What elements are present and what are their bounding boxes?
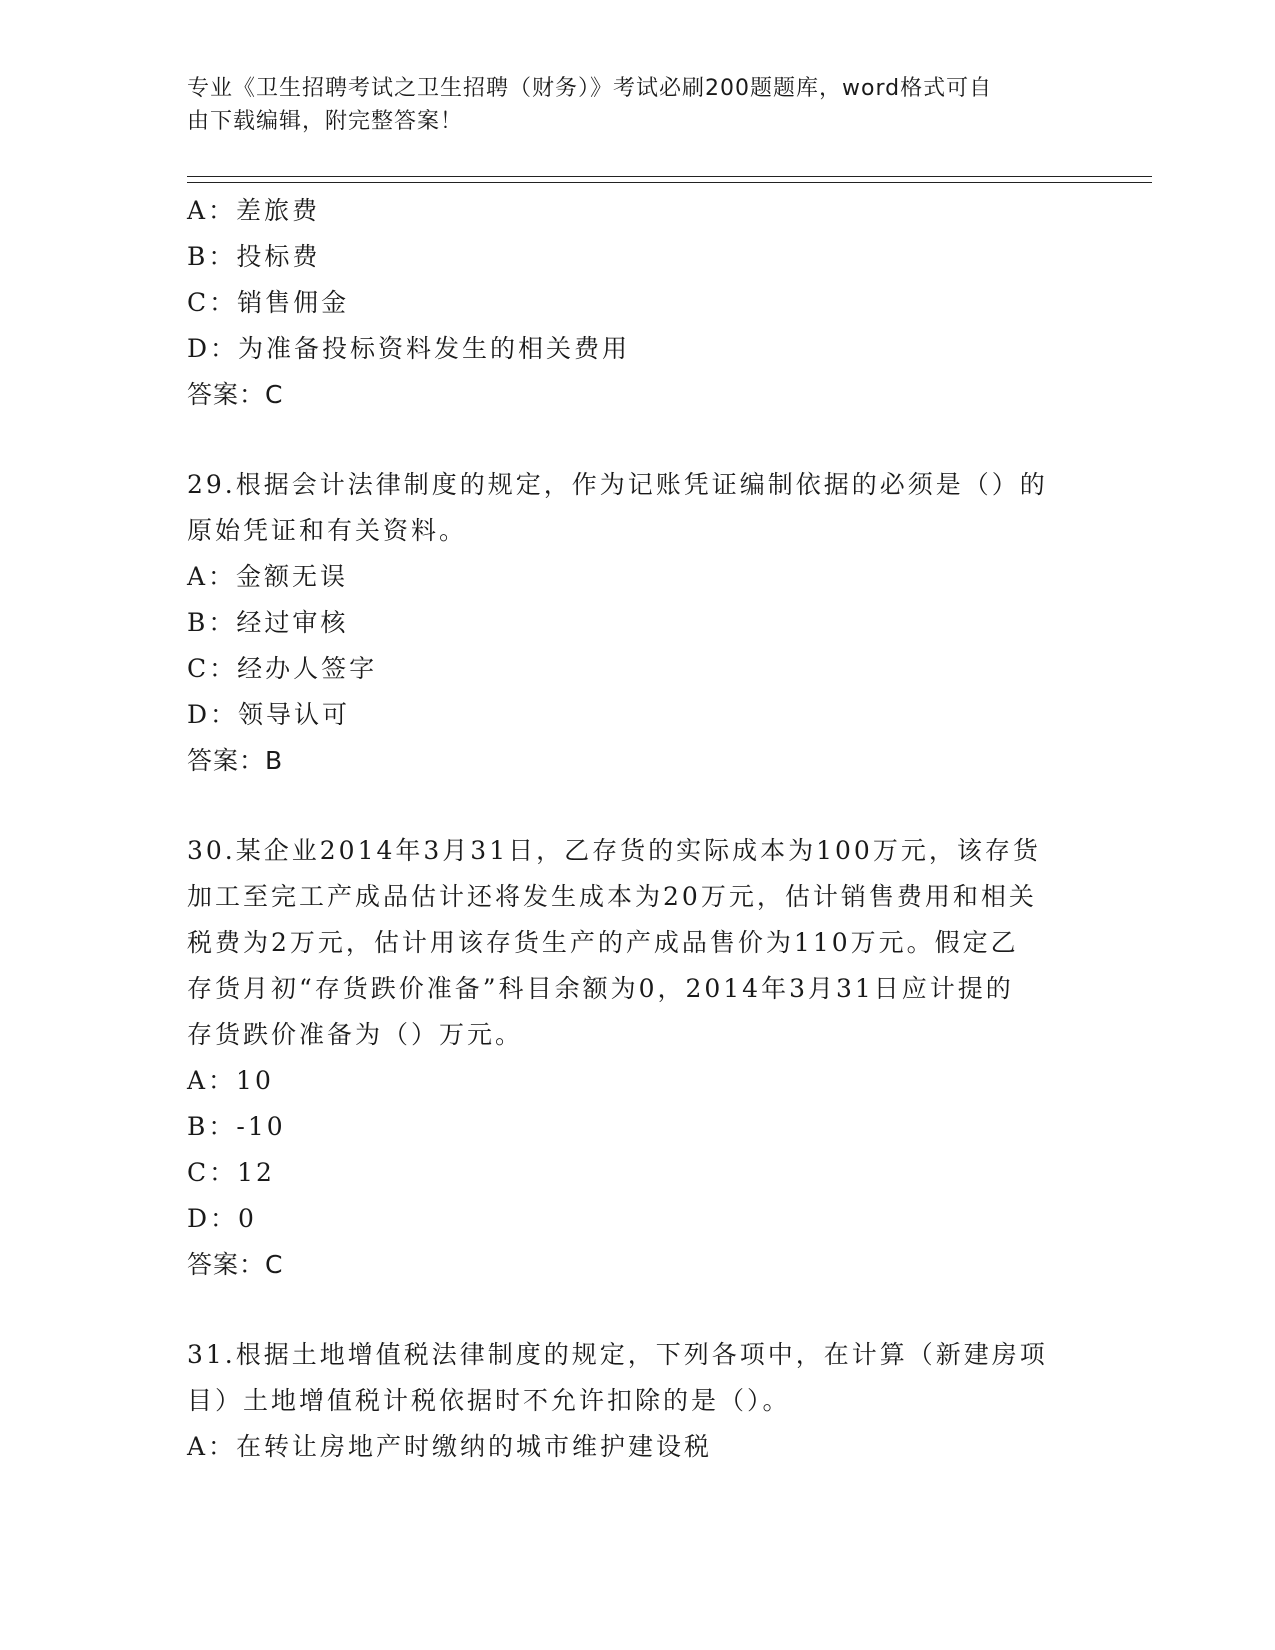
header-rule-bottom (187, 182, 1152, 183)
option-c: C：经办人签字 (187, 654, 378, 683)
question-stem: 原始凭证和有关资料。 (187, 516, 468, 545)
question-29 (187, 462, 1077, 784)
question-stem: 税费为2万元，估计用该存货生产的产成品售价为110万元。假定乙 (187, 928, 1019, 957)
question-28 (187, 188, 1077, 418)
option-a: A：金额无误 (187, 562, 349, 591)
answer: 答案：B (187, 746, 284, 775)
option-d: D：领导认可 (187, 700, 351, 729)
option-b: B：-10 (187, 1112, 286, 1141)
option-c: C：12 (187, 1158, 275, 1187)
question-30 (187, 828, 1077, 1288)
option-d: D：为准备投标资料发生的相关费用 (187, 334, 631, 363)
option-c: C：销售佣金 (187, 288, 350, 317)
option-a: A：10 (187, 1066, 274, 1095)
question-stem: 目）土地增值税计税依据时不允许扣除的是（）。 (187, 1386, 791, 1415)
question-stem: 加工至完工产成品估计还将发生成本为20万元，估计销售费用和相关 (187, 882, 1037, 911)
question-stem: 30.某企业2014年3月31日，乙存货的实际成本为100万元，该存货 (187, 836, 1041, 865)
option-b: B：投标费 (187, 242, 321, 271)
question-stem: 31.根据土地增值税法律制度的规定，下列各项中，在计算（新建房项 (187, 1340, 1048, 1369)
answer: 答案：C (187, 380, 284, 409)
option-d: D：0 (187, 1204, 257, 1233)
option-a: A：在转让房地产时缴纳的城市维护建设税 (187, 1432, 713, 1461)
question-content (187, 188, 1077, 1470)
question-stem: 29.根据会计法律制度的规定，作为记账凭证编制依据的必须是（）的 (187, 470, 1048, 499)
header-rule-top (187, 176, 1152, 177)
question-31 (187, 1332, 1077, 1470)
header-line-2: 由下载编辑，附完整答案！ (187, 109, 464, 134)
document-header (187, 72, 1067, 138)
answer: 答案：C (187, 1250, 284, 1279)
option-a: A：差旅费 (187, 196, 321, 225)
question-stem: 存货月初“存货跌价准备”科目余额为0，2014年3月31日应计提的 (187, 974, 1014, 1003)
option-b: B：经过审核 (187, 608, 349, 637)
header-line-1: 专业《卫生招聘考试之卫生招聘（财务）》考试必刷200题题库，word格式可自 (187, 76, 993, 101)
question-stem: 存货跌价准备为（）万元。 (187, 1020, 524, 1049)
